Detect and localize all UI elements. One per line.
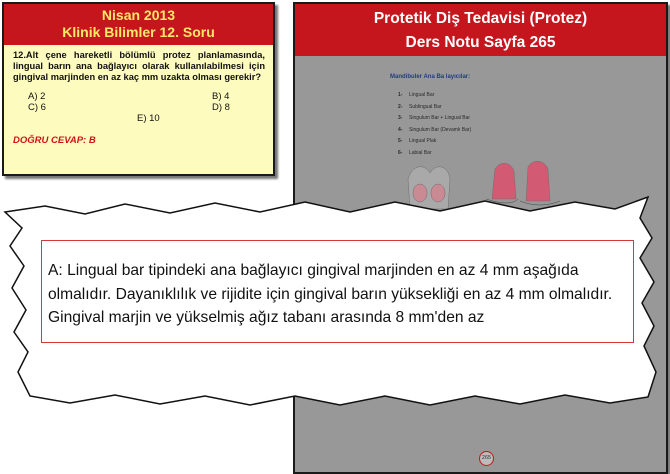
list-item: 5- Lingual Plak bbox=[398, 138, 437, 145]
option-e: E) 10 bbox=[137, 113, 160, 124]
answer-explanation-text: A: Lingual bar tipindeki ana bağlayıcı gingival marjinden en az 4 mm aşağıda olmalıdır. Dayanıklılık ve rijidite için gingival barın yüksekliği en az 4 mm olmalıdır. Gingival marjin ve yükselmiş ağız tabanı arasında 8 mm'den az bbox=[48, 262, 613, 326]
list-item: 4- Singulum Bar (Devamlı Bar) bbox=[398, 126, 472, 133]
exam-section: Klinik Bilimler 12. Soru bbox=[62, 24, 215, 40]
option-d: D) 8 bbox=[212, 102, 230, 113]
book-page-ref: Ders Notu Sayfa 265 bbox=[405, 34, 556, 51]
question-text: 12.Alt çene hareketli bölümlü protez planlamasında, lingual barın ana bağlayıcı olarak kullanılabilmesi için gingival marjinden en az kaç mm uzakta olması gerekir? bbox=[13, 50, 265, 82]
correct-answer: DOĞRU CEVAP: B bbox=[13, 135, 96, 146]
exam-date: Nisan 2013 bbox=[101, 7, 176, 23]
list-item: 6- Labial Bar bbox=[398, 149, 432, 156]
option-b: B) 4 bbox=[212, 91, 230, 102]
answer-explanation-box bbox=[41, 240, 634, 343]
section-title: Mandibuler Ana Ba layıcılar: bbox=[390, 74, 471, 80]
list-item: 1- Lingual Bar bbox=[398, 92, 435, 98]
option-a: A) 2 bbox=[28, 91, 46, 102]
list-item: 3- Singulum Bar + Lingual Bar bbox=[398, 115, 471, 122]
list-item: 2- Sublingual Bar bbox=[398, 103, 442, 110]
book-title: Protetik Diş Tedavisi (Protez) bbox=[373, 10, 588, 27]
option-c: C) 6 bbox=[28, 102, 46, 113]
page-number-badge: 265 bbox=[479, 451, 494, 466]
